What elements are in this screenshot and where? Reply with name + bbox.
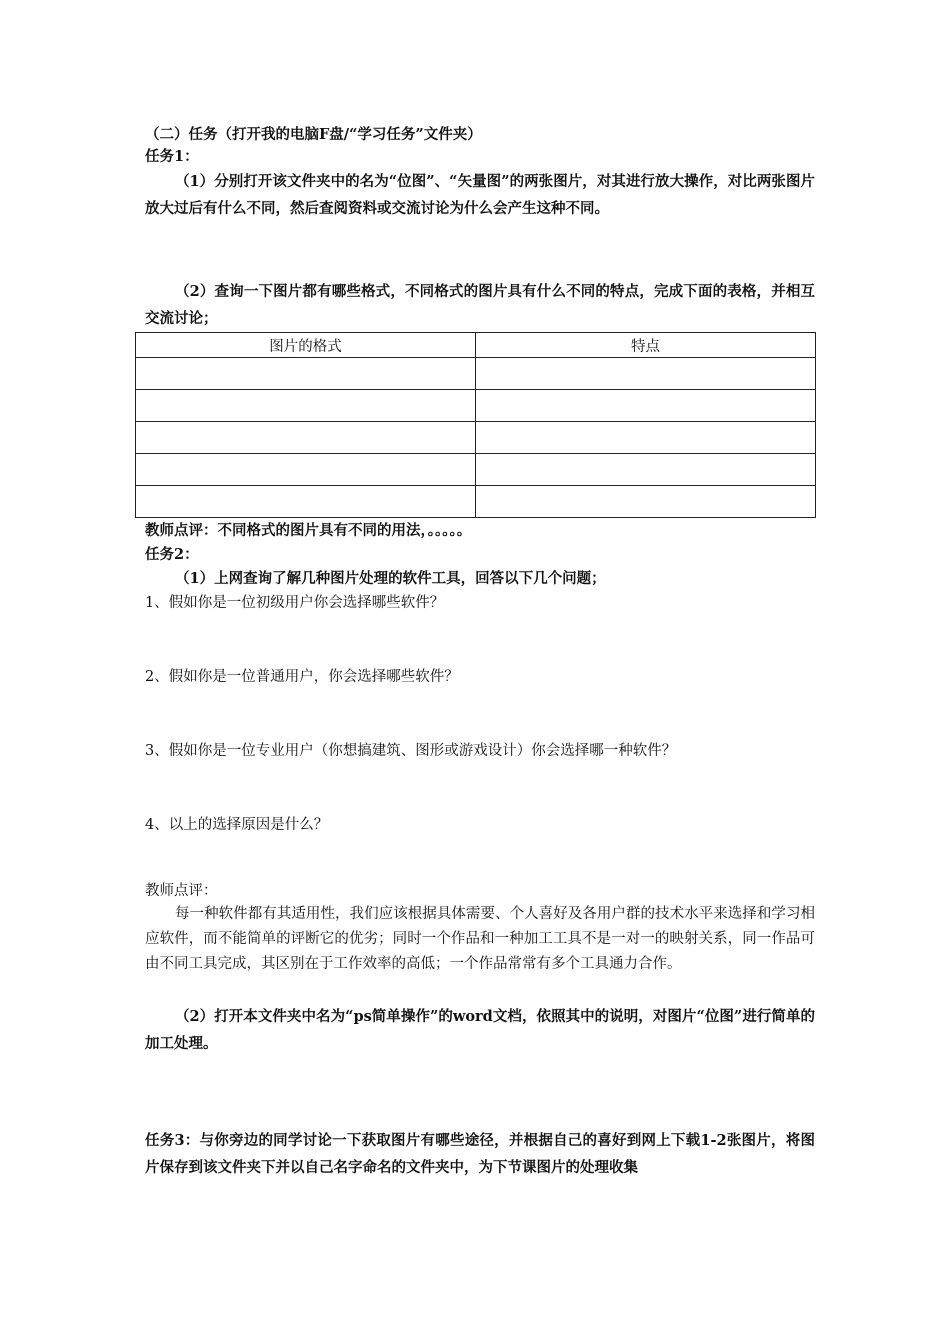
task2-item1: （1）上网查询了解几种图片处理的软件工具，回答以下几个问题； (175, 570, 606, 587)
table-header-format: 图片的格式 (136, 333, 476, 358)
task2-item2: （2）打开本文件夹中名为“ps简单操作”的word文档，依照其中的说明，对图片“位图”进行简单的加工处理。 (145, 1008, 815, 1052)
question-4: 4、以上的选择原因是什么？ (145, 817, 329, 833)
table-row (136, 422, 816, 454)
table-cell[interactable] (136, 486, 476, 518)
format-table (135, 332, 816, 518)
table-cell[interactable] (476, 422, 816, 454)
task2-heading: 任务2： (145, 546, 199, 563)
table-cell[interactable] (136, 422, 476, 454)
question-3: 3、假如你是一位专业用户（你想搞建筑、图形或游戏设计）你会选择哪一种软件？ (145, 743, 677, 759)
table-cell[interactable] (476, 358, 816, 390)
table-row (136, 390, 816, 422)
task2-comment-text: 每一种软件都有其适用性，我们应该根据具体需要、个人喜好及各用户群的技术水平来选择和学习相应软件，而不能简单的评断它的优劣；同时一个作品和一种加工工具不是一对一的映射关系，同一作品可由不同工具完成，其区别在于工作效率的高低；一个作品常常有多个工具通力合作。 (145, 906, 815, 972)
task2-comment-label: 教师点评： (145, 883, 218, 899)
section-title: （二）任务（打开我的电脑F盘/“学习任务”文件夹） (145, 126, 482, 143)
question-1: 1、假如你是一位初级用户你会选择哪些软件？ (145, 595, 445, 611)
table-row (136, 454, 816, 486)
table-cell[interactable] (476, 390, 816, 422)
table-cell[interactable] (476, 486, 816, 518)
question-2: 2、假如你是一位普通用户，你会选择哪些软件？ (145, 669, 459, 685)
table-cell[interactable] (136, 390, 476, 422)
table-cell[interactable] (476, 454, 816, 486)
table-cell[interactable] (136, 454, 476, 486)
table-cell[interactable] (136, 358, 476, 390)
document-page (145, 124, 815, 1181)
table-row (136, 486, 816, 518)
task1-comment: 教师点评：不同格式的图片具有不同的用法，。。。。。 (145, 522, 472, 539)
table-header-feature: 特点 (476, 333, 816, 358)
table-header-row (136, 333, 816, 358)
table-row (136, 358, 816, 390)
task1-item1: （1）分别打开该文件夹中的名为“位图”、“矢量图”的两张图片，对其进行放大操作，对比两张图片放大过后有什么不同，然后查阅资料或交流讨论为什么会产生这种不同。 (145, 173, 815, 217)
task1-item2: （2）查询一下图片都有哪些格式，不同格式的图片具有什么不同的特点，完成下面的表格，并相互交流讨论； (145, 283, 815, 327)
task1-heading: 任务1： (145, 148, 199, 165)
task3-text: 任务3：与你旁边的同学讨论一下获取图片有哪些途径，并根据自己的喜好到网上下载1-2张图片，将图片保存到该文件夹下并以自己名字命名的文件夹中，为下节课图片的处理收集 (145, 1132, 815, 1176)
